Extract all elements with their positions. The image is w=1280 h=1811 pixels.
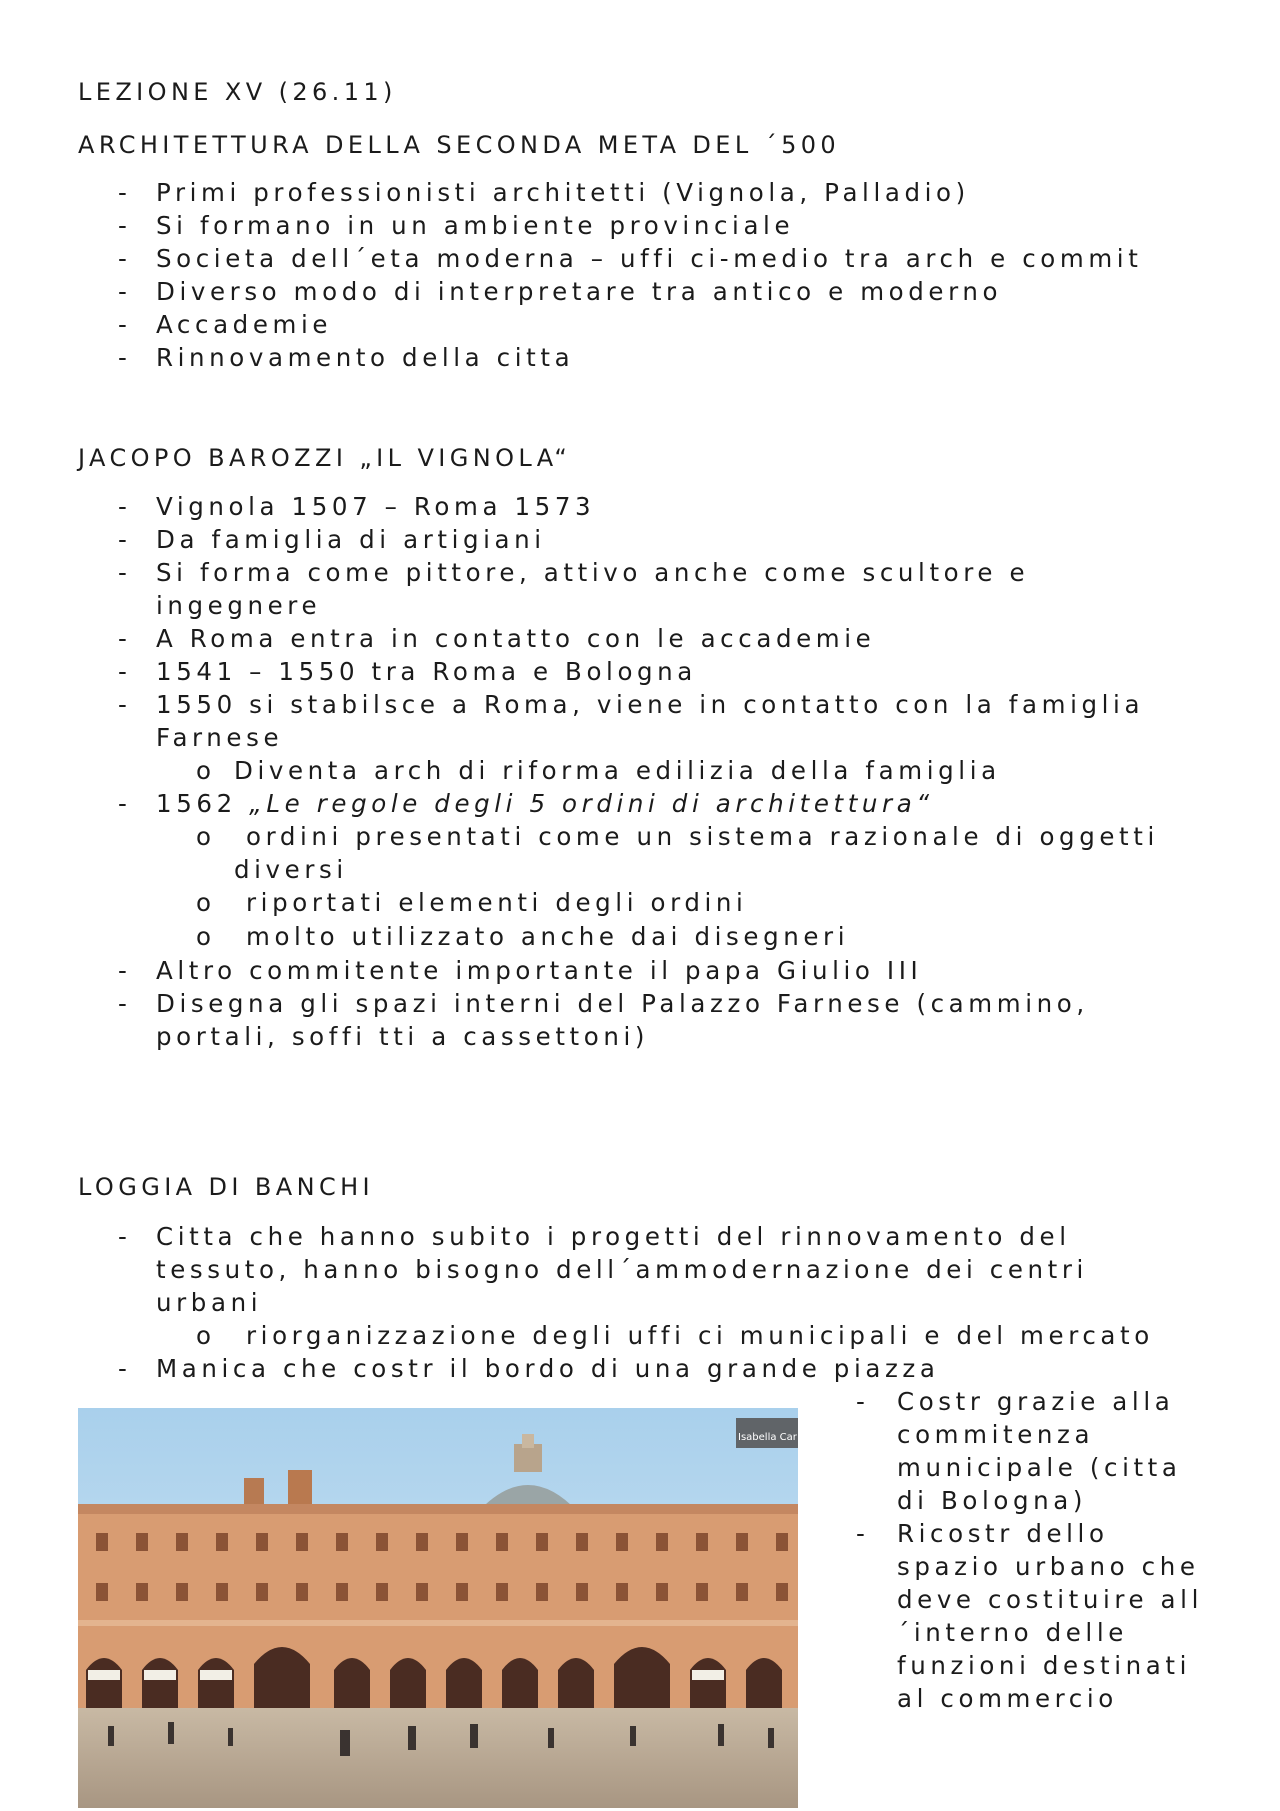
book-title: „Le regole degli 5 ordini di architettura“ xyxy=(249,789,934,818)
photo-credit: Isabella Car xyxy=(738,1432,797,1443)
piazza xyxy=(78,1708,798,1808)
lesson-title: LEZIONE XV (26.11) xyxy=(78,78,397,106)
section-title: ARCHITETTURA DELLA SECONDA META DEL ´500 xyxy=(78,131,841,159)
vignola-title: JACOPO BAROZZI „IL VIGNOLA“ xyxy=(78,444,572,472)
loggia-title: LOGGIA DI BANCHI xyxy=(78,1173,375,1201)
loggia-photo xyxy=(78,1408,798,1808)
